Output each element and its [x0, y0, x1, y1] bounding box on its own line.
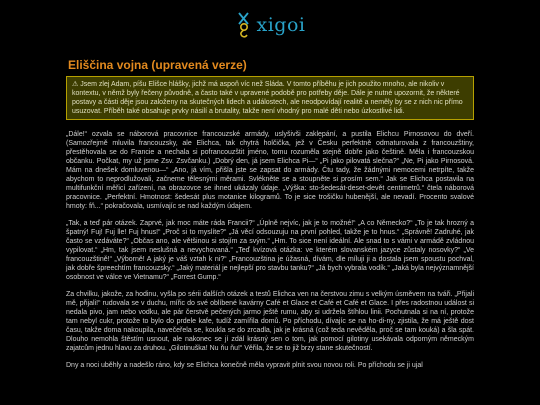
warning-text: Jsem zlej Adam, píšu Elišce hlášky, jichž má aspoň víc než Sláda. V tomto příběhu je jich použito mnoho, ale nikoliv v kontextu, v němž byly řečeny původně, a často také v upravené podobě pro potřeby děje. Dále je nutné upozornit, že některé postavy a části děje jsou založeny na skutečných lidech a událostech, ale neodpovídají realitě a neměly by se z nich nic přímo usuzovat. Příběh také obsahuje prvky násilí a brutality, takže není vhodný pro malé děti nebo úzkostlivé lidi. [72, 81, 463, 115]
article-body [66, 130, 474, 370]
site-header [0, 0, 540, 50]
article-paragraph: Za chvilku, jakože, za hodinu, vyšla po sérii dalších otázek a testů Elichca ven na čerstvou zimu s velkým úsměvem na tváři. „Přijali mě, přijali!“ rudovala se v duchu, mířic do své oblíbené kavárny Café et Glace et Café et Café et Glace. I přes radostnou událost si nedala pivo, jam nebo vodku, ale pár čerstvě pečených jarmo ještě rumu, aby si udržela štíhlou linii. Pochutnala si na ní, protože tam nebyl cukr, protože to bylo do prdele kafe, tudíž zamířila domů. Po příchodu, dívajíc se na ho-di-ny, zjistila, že má ještě dost času, takže doma nakoupila, navečeřela se, koukla se do zrcadla, jak je krásná (což teda nevěděla, proč se tam kouká) a šla spát. Dlouho nemohla štěstím usnout, ale nakonec se jí zdál krásný sen o tom, jak pomocí gilotiny usekávala odporným německým zajatcům jednu hlavu za druhou. „Gilotinuška! Nu ňu ňu!“ Věřila, že se to již brzy stane skutečností. [66, 291, 474, 352]
article-paragraph: „Dále!“ ozvala se náborová pracovnice francouzské armády, uslyšivši zaklepání, a pustila Elichcu Pirnosovou do dveří. (Samozřejmě mluvila francouzsky, ale Elichca, tak chytrá holčička, jež v Česku perfektně odmaturovala z francouzštiny, přestěhovala se do Francie a nechala si pofrancouzštit jméno, tomu rozuměla stejně dobře jako češtině. Měla i francouzskou občanku. Počkat, my už jsme Zsv. Zsvčanku.) „Dobrý den, já jsem Elichca Pi—“ „Pi jako pilovatá slečna?“ „Ne, Pi jako Pirnosová. Mám na dnešek domluvenou—“ „Ano, já vím, přišla jste se zapsat do armády. Čtu tady, že žádnými nemocemi netrpíte, takže abychom to neprodlužovali, začneme tělesnými měrami. Svlékněte se a stoupněte si prosím sem.“ Jak se Elichca postavila na multifunkční měřicí zařízení, na obrazovce se ihned ukázaly údaje. „Výška: sto-šedesát-deset-devět centimetrů.“ čtela náborová pracovnice. „Perfektní. Hmotnost: šedesát plus motanice kilogramů. To je sice trošičku hubenější, ale nevadí. Procento svalové hmoty: fň...“ pokračovala, usmívajíc se nad každým údajem. [66, 131, 474, 210]
site-logo-text: xigoi [256, 14, 306, 36]
warning-icon: ⚠ [72, 81, 79, 88]
logo-icon [235, 11, 253, 39]
site-logo[interactable] [235, 11, 306, 39]
article-paragraph: Dny a noci uběhly a nadešlo ráno, kdy se Elichca konečně měla vypravit plnit svou novou roli. Po příchodu se ji ujal [66, 362, 423, 369]
page-title: Eliščina vojna (upravená verze) [68, 58, 247, 72]
article-paragraph: „Tak, a teď pár otázek. Zaprvé, jak moc máte ráda Francii?“ „Úplně nejvíc, jak je to možné!“ „A co Německo?“ „To je tak hrozný a špatný! Fuj! Fuj lle! Fuj hnus!“ „Proč si to myslíte?“ „Já věcí odsouzuju na první pohled, takže je to hnus.“ „Správně! Zadruhé, jak často se vzdáváte?“ „Občas ano, ale většinou si stojím za svým.“ „Hm. To sice není ideální. Ale snad to s vámi v armádě zvládnou vypilovat.“ „Hm, tak jsem neslušná a nevychovaná.“ „Teď kvízová otázka: ve kterém slovanském jazyce zůstaly nosovky?“ „Ve francouzštině!“ „Výborně! A jaký je váš vztah k ni?“ „Francouzština je úžasná, dívám, dle míluji ji a dostala jsem spoustu pochval, jak dobře špreechtím francouzsky.“ „Jaký materiál je nejlepší pro stavbu tanku?“ „Já bych vybrala vodík.“ „Jaká byla nejvýznamnější osobnost ve válce ve Vietnamu?“ „Forrest Gump.“ [66, 220, 474, 281]
content-warning-box [66, 76, 474, 120]
